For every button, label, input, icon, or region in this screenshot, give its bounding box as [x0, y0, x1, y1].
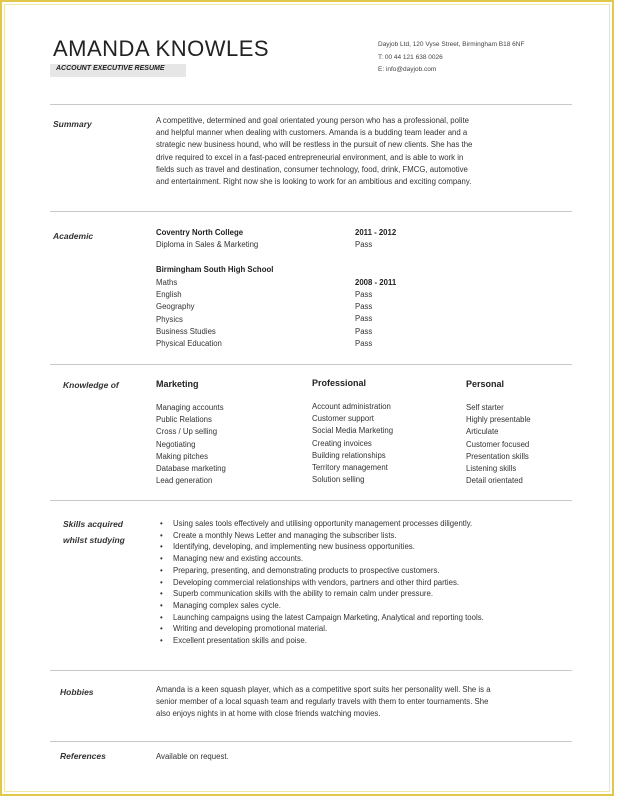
- subject-result: Pass: [355, 302, 373, 312]
- knowledge-item: Detail orientated: [466, 476, 523, 486]
- subject: Physics: [156, 314, 183, 324]
- knowledge-item: Public Relations: [156, 415, 212, 425]
- section-title-knowledge: Knowledge of: [63, 380, 119, 390]
- divider: [50, 670, 572, 671]
- divider: [50, 211, 572, 212]
- knowledge-item: Lead generation: [156, 476, 213, 486]
- school-years: 2008 - 2011: [355, 278, 397, 287]
- summary-line: fields such as travel and destination, consumer technology, food, drink, FMCG, automotive: [156, 164, 468, 174]
- knowledge-item: Account administration: [312, 402, 391, 411]
- knowledge-heading-personal: Personal: [466, 379, 505, 389]
- summary-line: A competitive, determined and goal orientated young person who has a professional, polite: [156, 116, 469, 125]
- subject-result: Pass: [355, 290, 373, 299]
- subject: Physical Education: [156, 339, 222, 349]
- school-name: Coventry North College: [156, 228, 244, 237]
- subject: Maths: [156, 278, 178, 287]
- knowledge-item: Social Media Marketing: [312, 426, 394, 436]
- skill-item: • Identifying, developing, and implementing new business opportunities.: [160, 541, 484, 553]
- knowledge-heading-professional: Professional: [312, 378, 367, 388]
- skill-item: • Preparing, presenting, and demonstrating products to prospective customers.: [160, 565, 484, 577]
- divider: [50, 104, 572, 105]
- section-title-summary: Summary: [53, 119, 92, 129]
- knowledge-item: Customer support: [312, 414, 374, 424]
- knowledge-item: Cross / Up selling: [156, 427, 218, 437]
- skill-item: • Managing complex sales cycle.: [160, 600, 484, 612]
- contact-email[interactable]: E: info@dayjob.com: [378, 66, 437, 73]
- skill-item: • Create a monthly News Letter and managing the subscriber lists.: [160, 530, 484, 542]
- contact-block: [378, 39, 524, 77]
- knowledge-item: Customer focused: [466, 439, 530, 449]
- knowledge-item: Managing accounts: [156, 403, 224, 412]
- summary-line: and entertainment. Right now she is looking to work for an ambitious and exciting company.: [156, 177, 472, 187]
- knowledge-list-marketing: [156, 402, 226, 487]
- subject-result: Pass: [355, 338, 373, 348]
- knowledge-item: Self starter: [466, 403, 504, 412]
- hobbies-text: [156, 684, 566, 721]
- school-years: 2011 - 2012: [355, 228, 397, 237]
- result-list: [355, 289, 372, 350]
- skills-list: [160, 518, 484, 647]
- summary-line: drive required to excel in a fast-paced entrepreneurial environment, and is able to work in: [156, 152, 464, 162]
- summary-line: and helpful manner when dealing with customers. Amanda is a budding team leader and a: [156, 128, 468, 138]
- divider: [50, 364, 572, 365]
- skill-item: • Using sales tools effectively and utilising opportunity management processes diligently.: [160, 518, 484, 530]
- subject-result: Pass: [355, 314, 373, 324]
- divider: [50, 741, 572, 742]
- subject: Business Studies: [156, 326, 216, 336]
- knowledge-item: Articulate: [466, 427, 499, 437]
- knowledge-item: Building relationships: [312, 450, 386, 460]
- subject-list: [156, 277, 222, 350]
- course-name: Diploma in Sales & Marketing: [156, 240, 259, 249]
- candidate-name: AMANDA KNOWLES: [53, 36, 270, 61]
- summary-line: strategic new business hound, who will be restless in the pursuit of new clients. She has the: [156, 140, 473, 150]
- knowledge-item: Presentation skills: [466, 451, 529, 461]
- section-title-skills: Skills acquired: [63, 519, 123, 529]
- knowledge-list-professional: [312, 401, 393, 486]
- references-text: Available on request.: [156, 752, 229, 761]
- subject-result: Pass: [355, 326, 373, 336]
- knowledge-item: Creating invoices: [312, 438, 372, 448]
- school-name: Birmingham South High School: [156, 265, 274, 274]
- subject: Geography: [156, 302, 195, 312]
- hobbies-line: Amanda is a keen squash player, which as a competitive sport suits her personality well. She is a: [156, 685, 491, 694]
- knowledge-item: Making pitches: [156, 451, 209, 461]
- knowledge-item: Negotiating: [156, 439, 196, 449]
- divider: [50, 500, 572, 501]
- skill-item: • Launching campaigns using the latest Campaign Marketing, Analytical and reporting tools.: [160, 612, 484, 624]
- section-title-hobbies: Hobbies: [60, 687, 94, 697]
- contact-phone: T: 00 44 121 638 0026: [378, 53, 443, 61]
- skill-item: • Superb communication skills with the ability to remain calm under pressure.: [160, 588, 484, 600]
- course-result: Pass: [355, 240, 373, 249]
- knowledge-item: Solution selling: [312, 475, 365, 485]
- contact-address: Dayjob Ltd, 120 Vyse Street, Birmingham B18 6NF: [378, 41, 525, 48]
- knowledge-item: Territory management: [312, 463, 388, 473]
- knowledge-item: Listening skills: [466, 464, 517, 474]
- knowledge-item: Highly presentable: [466, 415, 531, 425]
- hobbies-line: senior member of a local squash team and regularly travels with them to enter tournaments. She: [156, 697, 489, 707]
- knowledge-item: Database marketing: [156, 464, 226, 474]
- section-title-academic: Academic: [53, 231, 94, 241]
- summary-text: [156, 115, 556, 188]
- skill-item: • Writing and developing promotional material.: [160, 623, 484, 635]
- section-title-skills-line2: whilst studying: [63, 535, 125, 545]
- skill-item: • Developing commercial relationships with vendors, partners and other third parties.: [160, 577, 484, 589]
- resume-subtitle: ACCOUNT EXECUTIVE RESUME: [56, 65, 165, 72]
- hobbies-line: also enjoys nights in at home with close friends watching movies.: [156, 709, 381, 719]
- knowledge-list-personal: [466, 402, 531, 487]
- subject: English: [156, 290, 182, 300]
- skill-item: • Managing new and existing accounts.: [160, 553, 484, 565]
- skill-item: • Excellent presentation skills and poise.: [160, 635, 484, 647]
- knowledge-heading-marketing: Marketing: [156, 379, 199, 389]
- section-title-references: References: [60, 751, 106, 761]
